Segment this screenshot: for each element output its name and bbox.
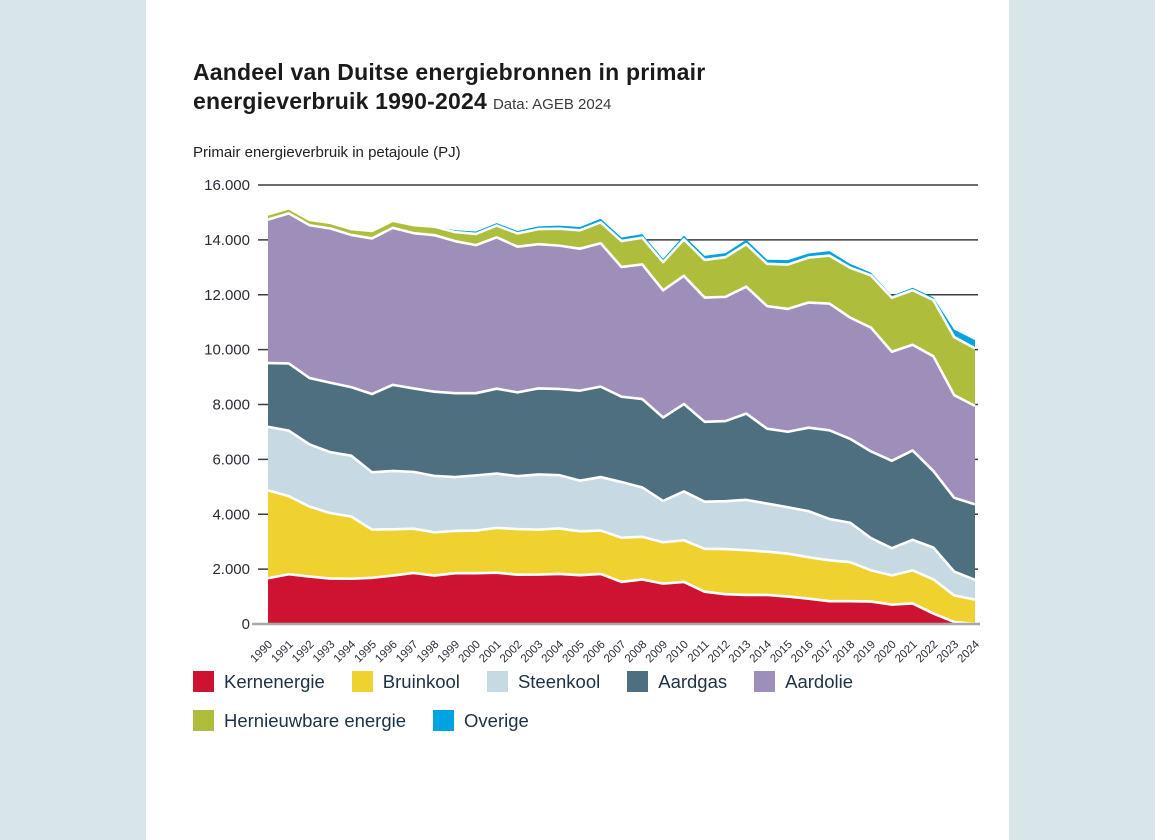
y-tick-label: 12.000 [204,286,250,304]
x-tick-label: 1992 [290,638,317,666]
chart-card [146,0,1009,840]
x-tick-label: 1999 [435,638,463,666]
title-line-1: Aandeel van Duitse energiebronnen in primair [193,59,706,85]
y-tick-label: 2.000 [212,561,250,578]
legend-label: Hernieuwbare energie [224,709,407,731]
legend-item-aardolie [754,671,853,693]
x-tick-label: 1997 [394,638,421,666]
axis-unit-subtitle: Primair energieverbruik in petajoule (PJ) [193,143,461,161]
legend-item-aardgas [627,671,727,693]
chart-legend [193,671,973,732]
legend-item-bruinkool [352,671,460,693]
x-tick-label: 2004 [539,638,567,666]
x-tick-label: 2003 [518,638,546,666]
legend-swatch-icon [352,671,373,692]
legend-swatch-icon [487,671,508,692]
legend-label: Aardolie [785,670,854,692]
x-tick-label: 1994 [331,638,359,666]
y-tick-label: 4.000 [212,506,250,524]
x-tick-label: 2020 [872,638,899,666]
legend-swatch-icon [193,710,214,731]
stacked-area-chart [188,167,988,677]
title-line-2: energieverbruik 1990-2024 [193,88,487,115]
x-tick-label: 2001 [477,638,504,666]
x-tick-label: 2007 [602,638,629,666]
x-tick-label: 2012 [706,638,733,666]
legend-swatch-icon [433,710,454,731]
legend-label: Bruinkool [382,670,460,692]
legend-item-hernieuwbare-energie [193,710,406,732]
page-title [193,58,969,117]
x-tick-label: 2010 [664,638,692,666]
legend-label: Steenkool [517,670,601,692]
data-source-note: Data: AGEB 2024 [492,96,612,114]
x-tick-label: 2019 [851,638,879,666]
y-tick-label: 16.000 [204,176,250,194]
x-tick-label: 1990 [248,638,276,666]
x-tick-label: 1996 [373,638,400,666]
x-tick-label: 2015 [768,638,795,666]
legend-swatch-icon [627,671,648,692]
x-tick-label: 1991 [269,638,296,666]
x-tick-label: 2016 [789,638,816,666]
legend-label: Kernenergie [224,670,325,692]
legend-label: Overige [464,709,529,731]
y-tick-label: 8.000 [212,396,250,414]
y-tick-label: 14.000 [204,231,250,249]
x-tick-label: 2002 [498,638,525,666]
x-tick-label: 2013 [726,638,754,666]
x-tick-label: 2023 [934,638,962,666]
x-tick-label: 1998 [414,638,442,666]
legend-swatch-icon [193,671,214,692]
legend-item-kernenergie [193,671,325,693]
x-tick-label: 2000 [456,638,484,666]
x-tick-label: 2006 [581,638,608,666]
x-tick-label: 1995 [352,638,380,666]
x-tick-label: 2011 [685,638,712,665]
y-tick-label: 0 [241,615,250,633]
x-tick-label: 2008 [622,638,650,666]
x-tick-label: 2018 [830,638,858,666]
legend-item-steenkool [487,671,600,693]
y-tick-label: 10.000 [204,341,250,359]
legend-label: Aardgas [658,670,728,692]
x-tick-label: 1993 [310,638,338,666]
x-tick-label: 2017 [809,638,837,666]
x-tick-label: 2024 [955,638,983,666]
legend-swatch-icon [754,671,775,692]
x-tick-label: 2022 [913,638,941,666]
x-tick-label: 2021 [893,638,920,666]
y-tick-label: 6.000 [212,451,250,469]
x-tick-label: 2014 [747,638,775,666]
x-tick-label: 2009 [643,638,671,666]
chart-header [146,0,1009,117]
x-tick-label: 2005 [560,638,588,666]
legend-item-overige [433,710,529,732]
